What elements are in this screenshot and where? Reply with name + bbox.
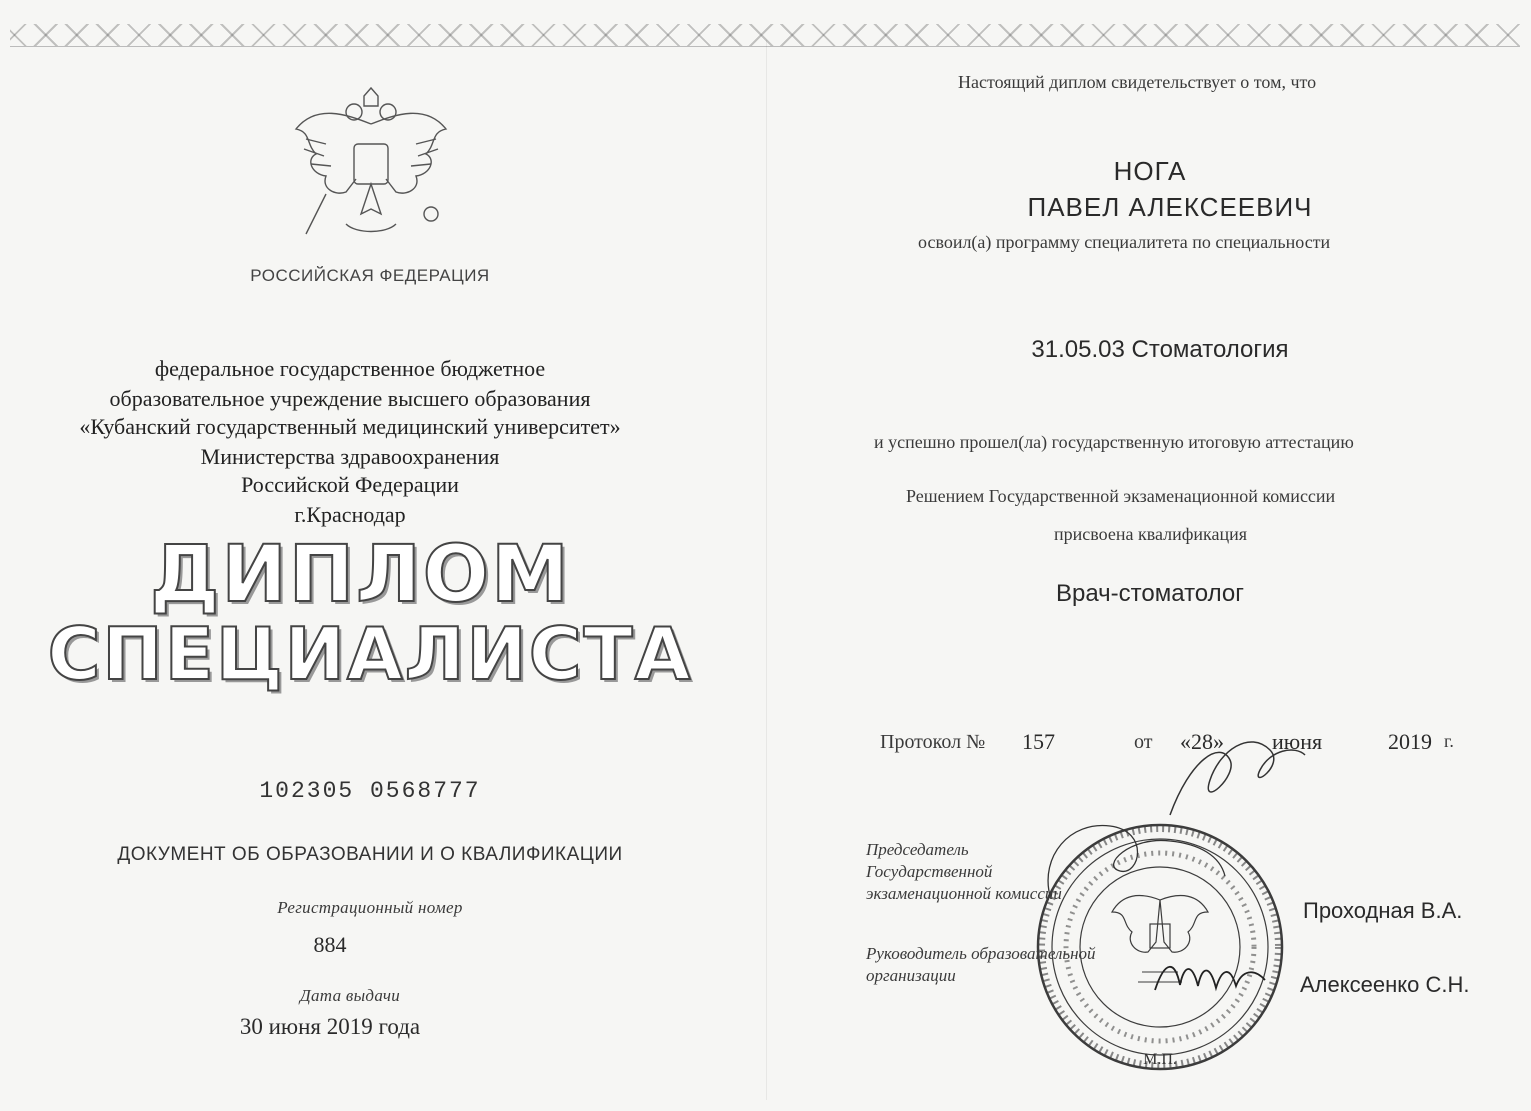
decision-text: Решением Государственной экзаменационной комиссии bbox=[906, 486, 1336, 506]
chair-name: Проходная В.А. bbox=[1303, 898, 1463, 923]
chair-label-line-2: Государственной bbox=[866, 862, 993, 881]
diploma-title: ДИПЛОМ bbox=[150, 530, 571, 620]
stamp-place-label: М.П. bbox=[1143, 1051, 1177, 1068]
protocol-year-suffix: г. bbox=[1444, 731, 1454, 751]
chair-label-line-3: экзаменационной комиссии bbox=[866, 884, 1062, 903]
institution-line-1: федеральное государственное бюджетное bbox=[154, 356, 546, 381]
head-signature-icon bbox=[1150, 950, 1270, 1000]
signature-loop-icon bbox=[1030, 816, 1230, 906]
graduate-given-names: ПАВЕЛ АЛЕКСЕЕВИЧ bbox=[1027, 192, 1313, 222]
attestation-text: и успешно прошел(ла) государственную итоговую аттестацию bbox=[874, 432, 1354, 452]
issue-date: 30 июня 2019 года bbox=[239, 1014, 421, 1039]
institution-line-4: Министерства здравоохранения bbox=[200, 444, 500, 469]
institution-line-2: образовательное учреждение высшего образования bbox=[109, 386, 591, 411]
registration-number: 884 bbox=[313, 932, 347, 957]
graduate-surname: НОГА bbox=[1113, 156, 1187, 186]
institution-line-5: Российской Федерации bbox=[241, 472, 459, 497]
protocol-from: от bbox=[1134, 731, 1153, 753]
head-label-line-1: Руководитель образовательной bbox=[866, 944, 1096, 963]
protocol-label: Протокол № bbox=[880, 731, 986, 753]
specialty: 31.05.03 Стоматология bbox=[1031, 336, 1289, 363]
qualification: Врач-стоматолог bbox=[1056, 580, 1244, 607]
head-name: Алексеенко С.Н. bbox=[1300, 972, 1470, 997]
institution-line-3: «Кубанский государственный медицинский университет» bbox=[79, 414, 621, 439]
issue-date-label: Дата выдачи bbox=[299, 986, 401, 1005]
diploma-subtitle: СПЕЦИАЛИСТА bbox=[47, 612, 693, 696]
coat-of-arms-icon bbox=[286, 84, 456, 254]
intro-text: Настоящий диплом свидетельствует о том, что bbox=[958, 72, 1317, 92]
protocol-day: «28» bbox=[1180, 729, 1224, 754]
page-fold bbox=[766, 40, 767, 1100]
chair-label-line-1: Председатель bbox=[866, 840, 969, 859]
document-type: ДОКУМЕНТ ОБ ОБРАЗОВАНИИ И О КВАЛИФИКАЦИИ bbox=[117, 844, 623, 865]
protocol-year: 2019 bbox=[1388, 729, 1432, 754]
institution-line-6: г.Краснодар bbox=[294, 502, 406, 527]
protocol-month: июня bbox=[1272, 729, 1323, 754]
head-label-line-2: организации bbox=[866, 966, 956, 985]
serial-number: 102305 0568777 bbox=[259, 778, 481, 804]
decorative-border bbox=[10, 24, 1520, 47]
registration-label: Регистрационный номер bbox=[277, 898, 463, 917]
mastered-text: освоил(а) программу специалитета по специальности bbox=[918, 232, 1331, 252]
assigned-text: присвоена квалификация bbox=[1054, 524, 1248, 544]
protocol-number: 157 bbox=[1022, 729, 1055, 754]
country-label: РОССИЙСКАЯ ФЕДЕРАЦИЯ bbox=[250, 266, 490, 285]
